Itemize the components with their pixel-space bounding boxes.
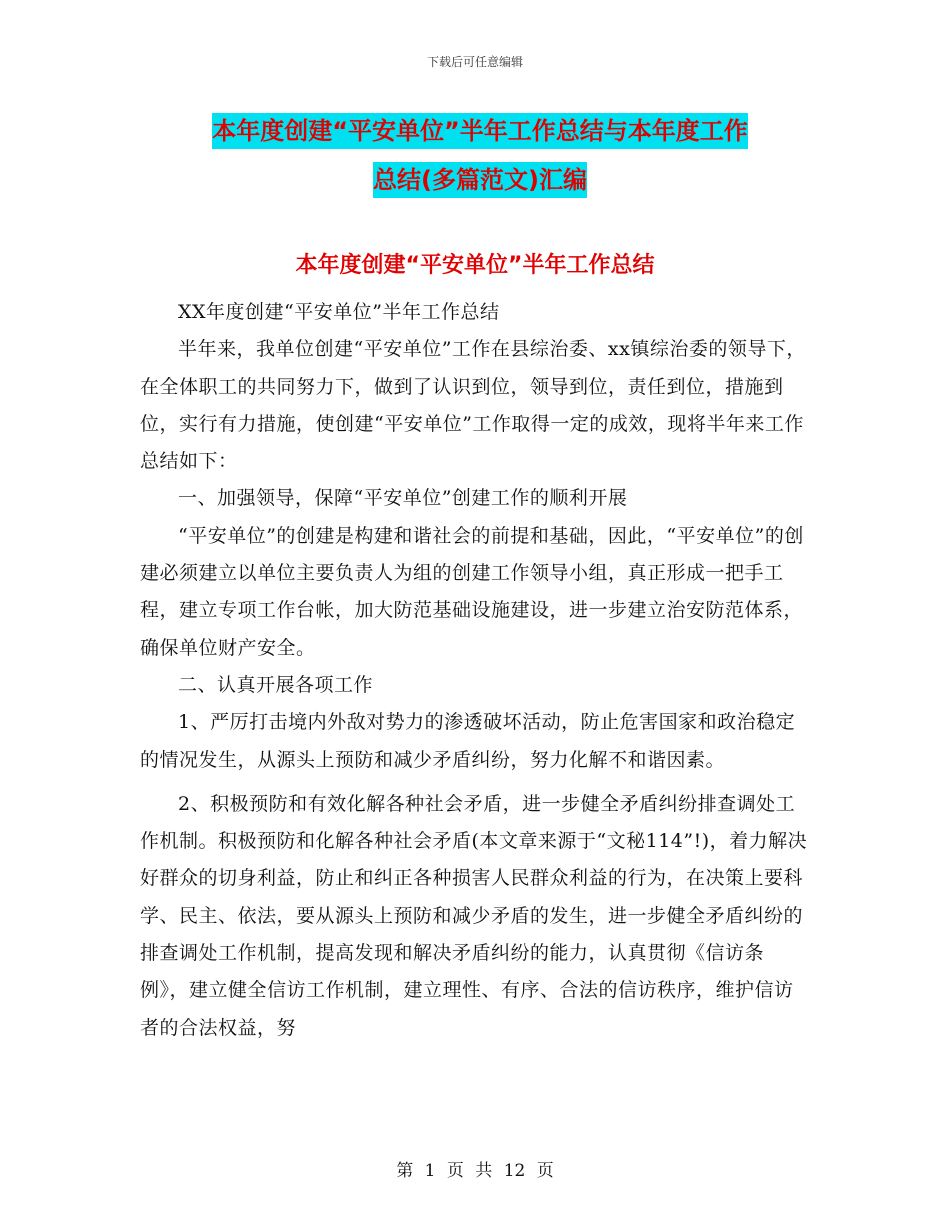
paragraph: 1、严厉打击境内外敌对势力的渗透破坏活动，防止危害国家和政治稳定的情况发生，从源头上预防和减少矛盾纠纷，努力化解不和谐因素。: [140, 711, 796, 771]
paragraph: 二、认真开展各项工作: [178, 673, 374, 696]
document-body: [140, 294, 810, 1047]
title-line-2: 总结(多篇范文)汇编: [373, 162, 587, 198]
paragraph: 半年来，我单位创建“平安单位”工作在县综治委、xx镇综治委的领导下，在全体职工的共同努力下，做到了认识到位，领导到位，责任到位，措施到位，实行有力措施，使创建“平安单位”工作取得一定的成效，现将半年来工作总结如下：: [140, 338, 806, 473]
header-note: 下载后可任意编辑: [426, 55, 523, 69]
title-line-1: 本年度创建“平安单位”半年工作总结与本年度工作: [212, 113, 748, 149]
paragraph: 2、积极预防和有效化解各种社会矛盾，进一步健全矛盾纠纷排查调处工作机制。积极预防和化解各种社会矛盾(本文章来源于“文秘114”!)，着力解决好群众的切身利益，防止和纠正各种损害人民群众利益的行为，在决策上要科学、民主、依法，要从源头上预防和减少矛盾的发生，进一步健全矛盾纠纷的排查调处工作机制，提高发现和解决矛盾纠纷的能力，认真贯彻《信访条例》，建立健全信访工作机制，建立理性、有序、合法的信访秩序，维护信访者的合法权益，努: [140, 792, 808, 1039]
document-title: [140, 108, 820, 206]
section-title: 本年度创建“平安单位”半年工作总结: [295, 253, 655, 278]
paragraph: XX年度创建“平安单位”半年工作总结: [178, 301, 500, 323]
page-number: 第 1 页 共 12 页: [396, 1161, 554, 1181]
paragraph: 一、加强领导，保障“平安单位”创建工作的顺利开展: [178, 487, 628, 510]
paragraph: “平安单位”的创建是构建和谐社会的前提和基础，因此，“平安单位”的创建必须建立以单位主要负责人为组的创建工作领导小组，真正形成一把手工程，建立专项工作台帐，加大防范基础设施建设，进一步建立治安防范体系，确保单位财产安全。: [140, 524, 804, 659]
